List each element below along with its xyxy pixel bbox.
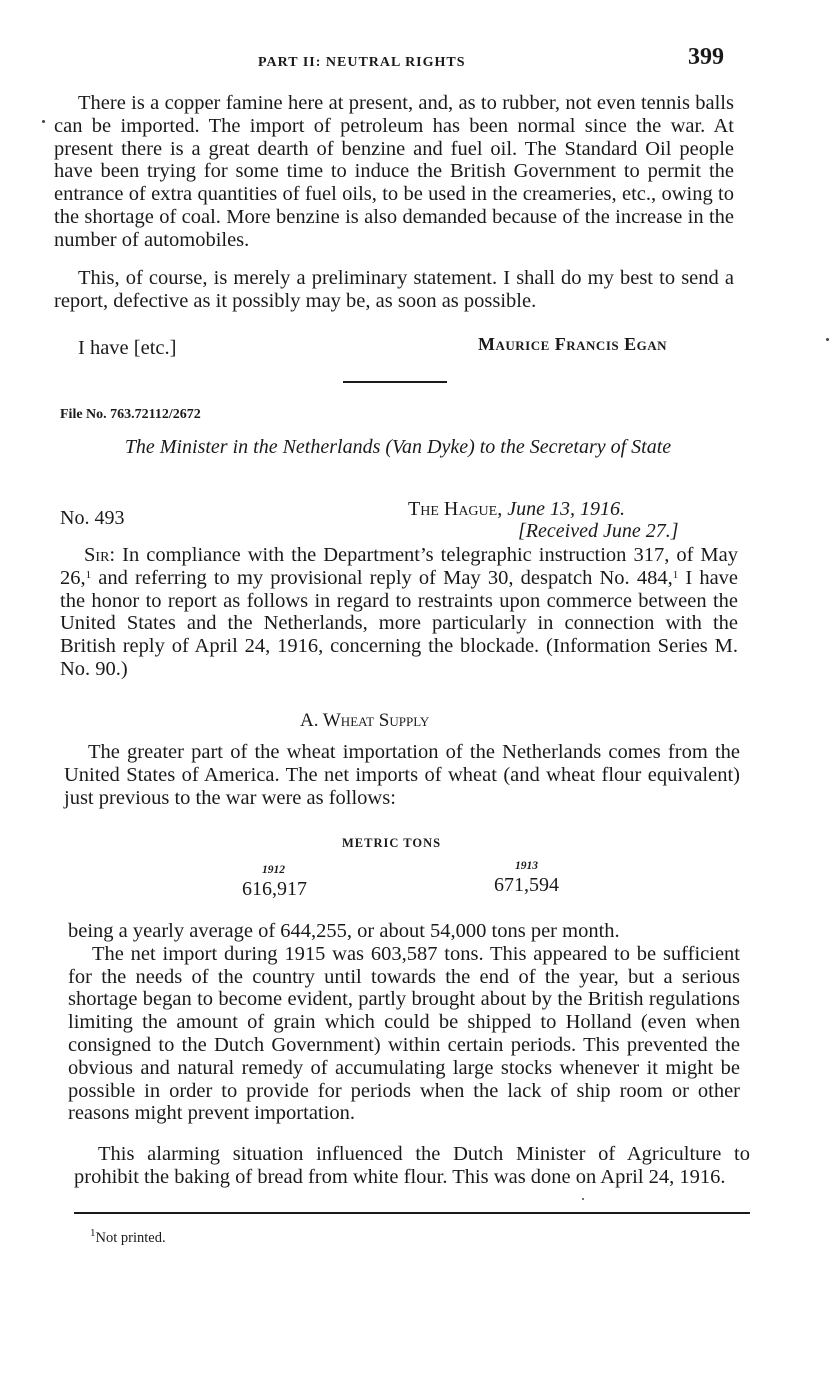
- print-speck: [826, 338, 829, 341]
- table-year-1912: 1912: [262, 864, 285, 876]
- paragraph-copper-famine: There is a copper famine here at present, and, as to rubber, not even tennis balls can be imported. The import of petroleum has been normal since the war. At present there is a great dearth of benzine and fuel oil. The Standard Oil people have been trying for some time to induce the British Government to permit the entrance of extra quantities of fuel oils, to be used in the creameries, etc., owing to the shortage of coal. More benzine is also demanded because of the increase in the number of automobiles.: [54, 92, 734, 251]
- table-caption: METRIC TONS: [342, 836, 442, 850]
- dateline-place: The Hague,: [408, 498, 503, 520]
- paragraph-net-import-lead: being a yearly average of 644,255, or about 54,000 tons per month.: [68, 920, 620, 942]
- footnote-reference: 1: [85, 568, 92, 581]
- paragraph-compliance-part-b: and referring to my provisional reply of May 30, despatch No. 484,: [98, 566, 673, 589]
- section-heading-wheat-supply: A. Wheat Supply: [300, 710, 430, 731]
- paragraph-wheat-importation: The greater part of the wheat importation of the Netherlands comes from the United States of America. The net imports of wheat (and wheat flour equivalent) just previous to the war were as follows:: [64, 741, 740, 809]
- paragraph-net-import-body: The net import during 1915 was 603,587 tons. This appeared to be sufficient for the needs of the country until towards the end of the year, but a serious shortage began to become evident, partly brought about by the British regulations limiting the amount of grain which could be shipped to Holland (even when consigned to the Dutch Government) within certain periods. This prevented the obvious and natural remedy of accumulating large stocks whenever it might be possible in order to provide for periods when the lack of ship room or other reasons might prevent importation.: [68, 942, 740, 1125]
- salutation: Sir:: [84, 544, 116, 566]
- paragraph-net-import: [68, 920, 740, 1125]
- footnote-reference: 1: [672, 568, 679, 581]
- section-separator: [343, 381, 447, 383]
- paragraph-compliance-part-a: In compliance with the Department’s telegraphic instruction 317, of May 26,: [60, 544, 738, 589]
- print-speck: [582, 1198, 584, 1200]
- footnote-marker: 1: [90, 1227, 96, 1239]
- paragraph-compliance-part-c: I have the honor to report as follows in regard to restraints upon commerce between the United States and the Netherlands, more particularly in connection with the British reply of April 24, 1916, concerning the blockade. (Information Series M. No. 90.): [60, 566, 739, 680]
- dateline-date: June 13, 1916.: [507, 498, 625, 520]
- table-value-1913: 671,594: [494, 874, 559, 896]
- closing-line: I have [etc.]: [78, 337, 177, 359]
- paragraph-alarming-situation: This alarming situation influenced the Dutch Minister of Agriculture to prohibit the baking of bread from white flour. This was done on April 24, 1916.: [74, 1143, 750, 1188]
- table-value-1912: 616,917: [242, 878, 307, 900]
- dateline: [408, 498, 625, 521]
- document-heading: The Minister in the Netherlands (Van Dyke) to the Secretary of State: [124, 436, 672, 458]
- footnote-rule: [74, 1212, 750, 1214]
- footnote-text: Not printed.: [95, 1230, 166, 1246]
- paragraph-preliminary-statement: This, of course, is merely a preliminary statement. I shall do my best to send a report, defective as it possibly may be, as soon as possible.: [54, 267, 734, 312]
- footnote: [90, 1227, 166, 1247]
- paragraph-compliance: [60, 544, 738, 681]
- despatch-number: No. 493: [60, 507, 125, 529]
- print-speck: [42, 120, 45, 123]
- running-head: PART II: NEUTRAL RIGHTS: [258, 55, 466, 70]
- page-number: 399: [688, 44, 724, 70]
- signature-egan: Maurice Francis Egan: [478, 334, 668, 354]
- received-date: [Received June 27.]: [518, 520, 679, 542]
- table-year-1913: 1913: [515, 860, 538, 872]
- file-number: File No. 763.72112/2672: [60, 407, 201, 422]
